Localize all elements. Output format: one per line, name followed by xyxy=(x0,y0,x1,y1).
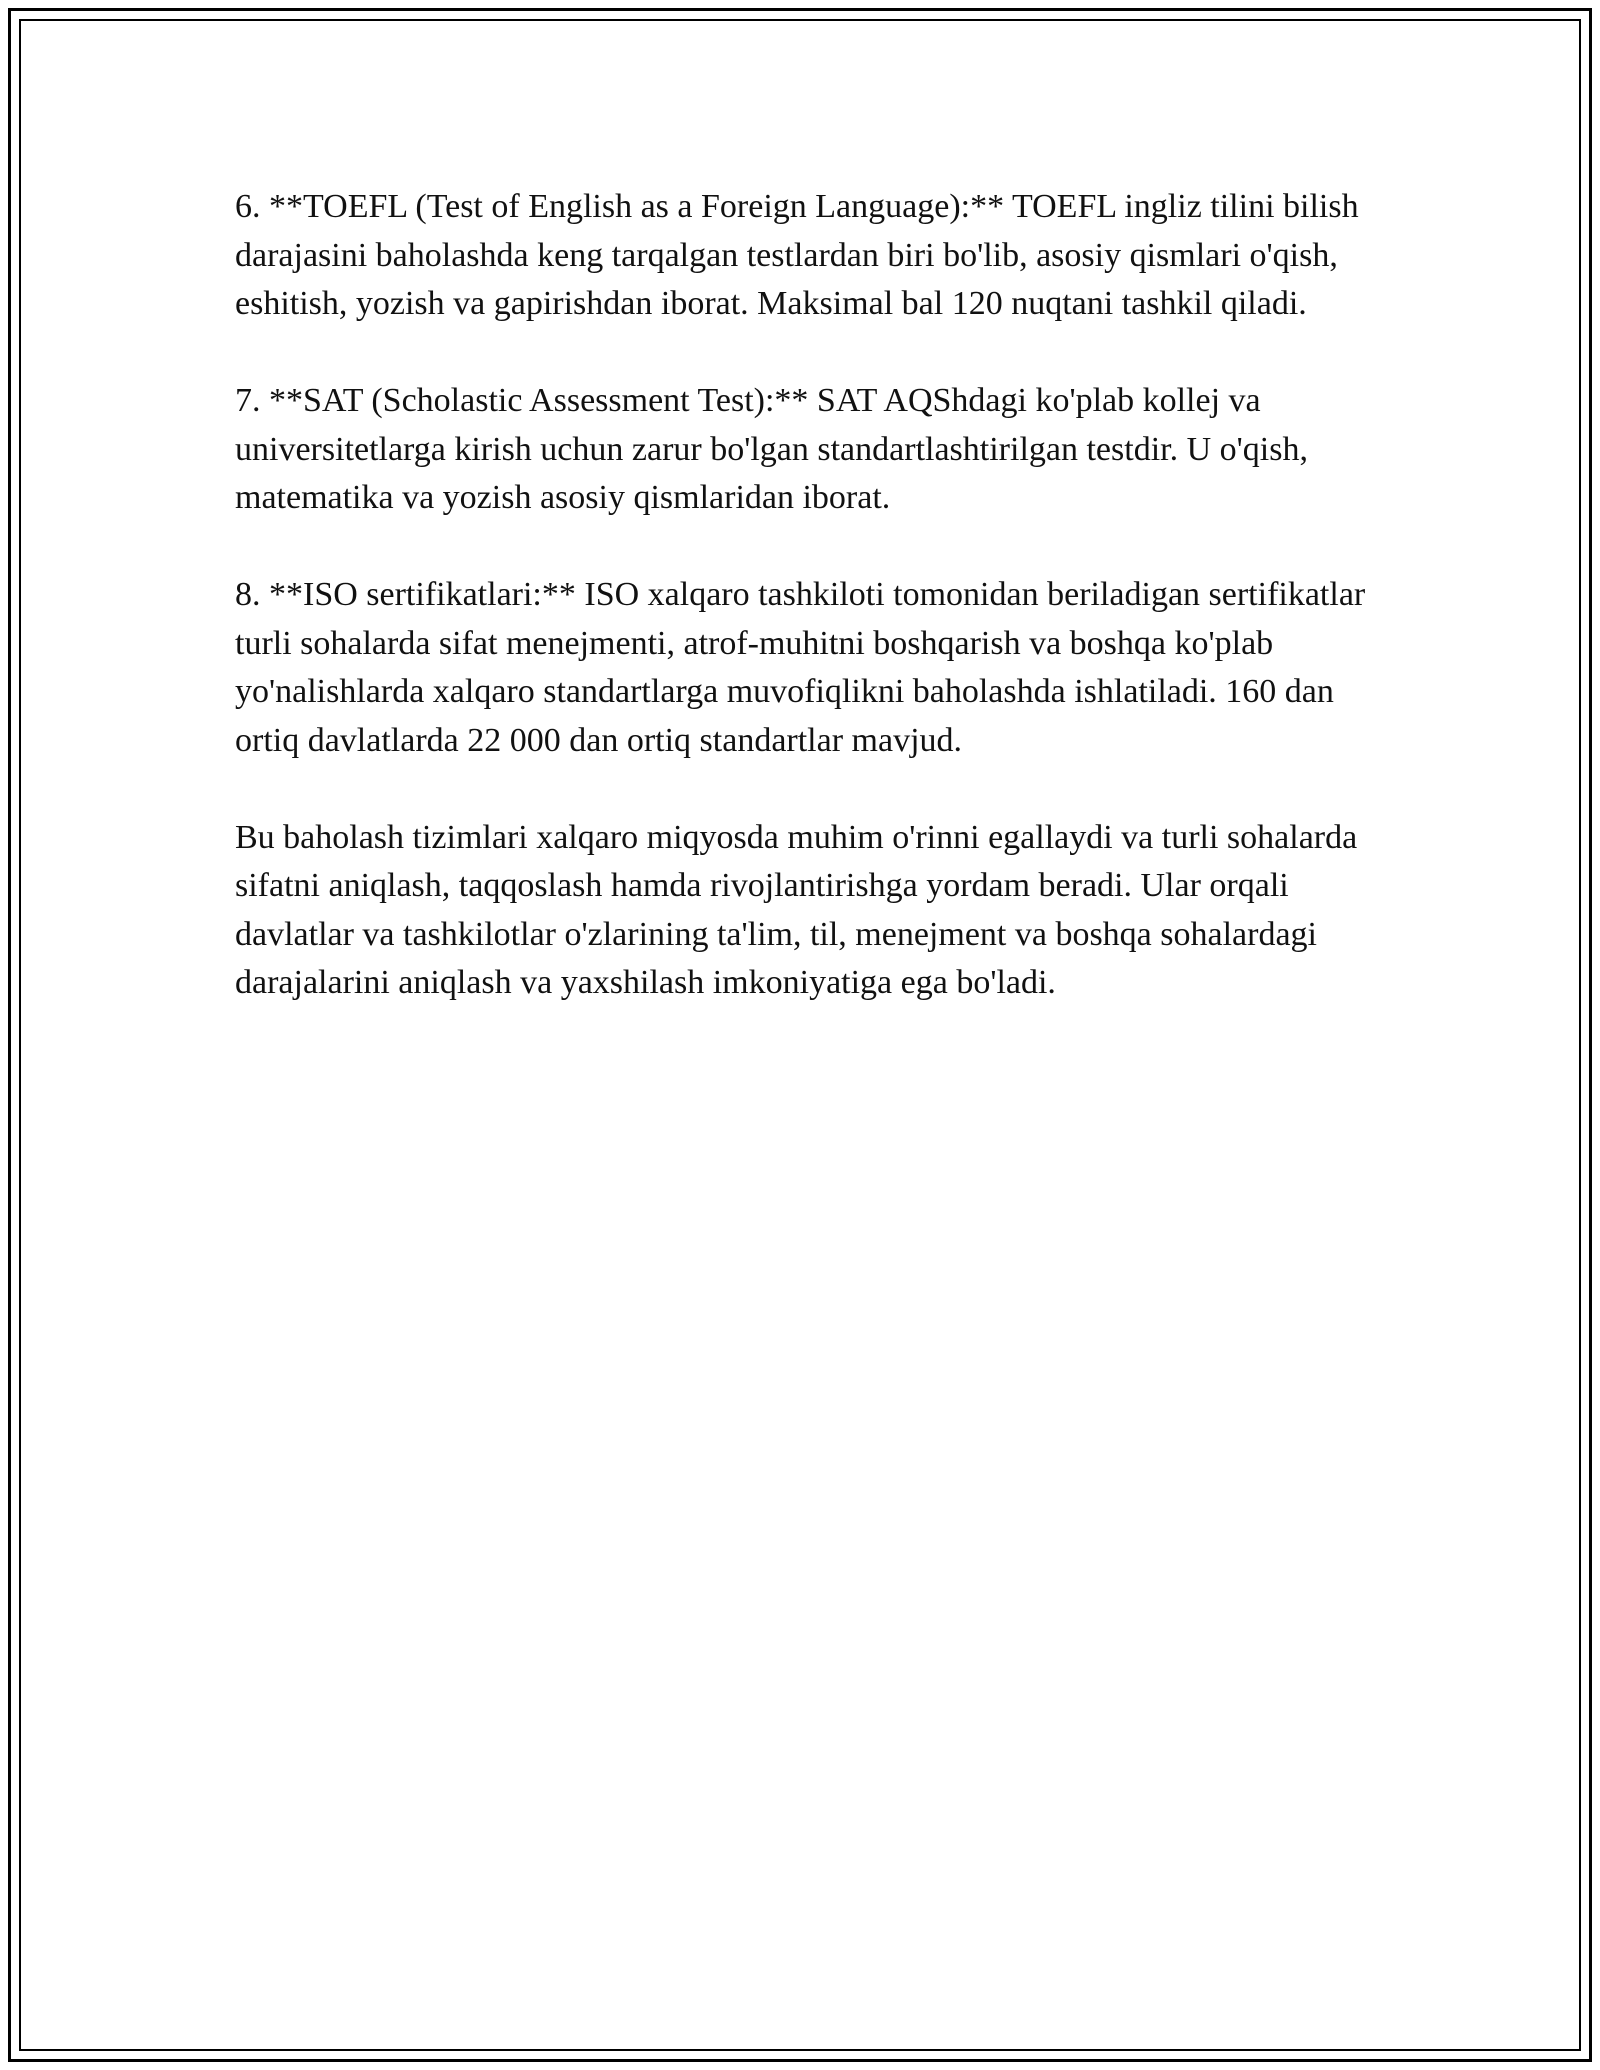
paragraph-conclusion: Bu baholash tizimlari xalqaro miqyosda muhim o'rinni egallaydi va turli sohalarda sifatni aniqlash, taqqoslash hamda rivojlantirishga yordam beradi. Ular orqali davlatlar va tashkilotlar o'zlarining ta'lim, til, menejment va boshqa sohalardagi darajalarini aniqlash va yaxshilash imkoniyatiga ega bo'ladi. xyxy=(235,818,1358,1001)
document-body xyxy=(235,183,1395,1056)
paragraph-sat: 7. **SAT (Scholastic Assessment Test):** SAT AQShdagi ko'plab kollej va universitetlarga kirish uchun zarur bo'lgan standartlashtirilgan testdir. U o'qish, matematika va yozish asosiy qismlaridan iborat. xyxy=(235,382,1308,516)
paragraph-toefl: 6. **TOEFL (Test of English as a Foreign Language):** TOEFL ingliz tilini bilish darajasini baholashda keng tarqalgan testlardan biri bo'lib, asosiy qismlari o'qish, eshitish, yozish va gapirishdan iborat. Maksimal bal 120 nuqtani tashkil qiladi. xyxy=(235,188,1359,322)
paragraph-iso: 8. **ISO sertifikatlari:** ISO xalqaro tashkiloti tomonidan beriladigan sertifikatlar turli sohalarda sifat menejmenti, atrof-muhitni boshqarish va boshqa ko'plab yo'nalishlarda xalqaro standartlarga muvofiqlikni baholashda ishlatiladi. 160 dan ortiq davlatlarda 22 000 dan ortiq standartlar mavjud. xyxy=(235,576,1366,759)
